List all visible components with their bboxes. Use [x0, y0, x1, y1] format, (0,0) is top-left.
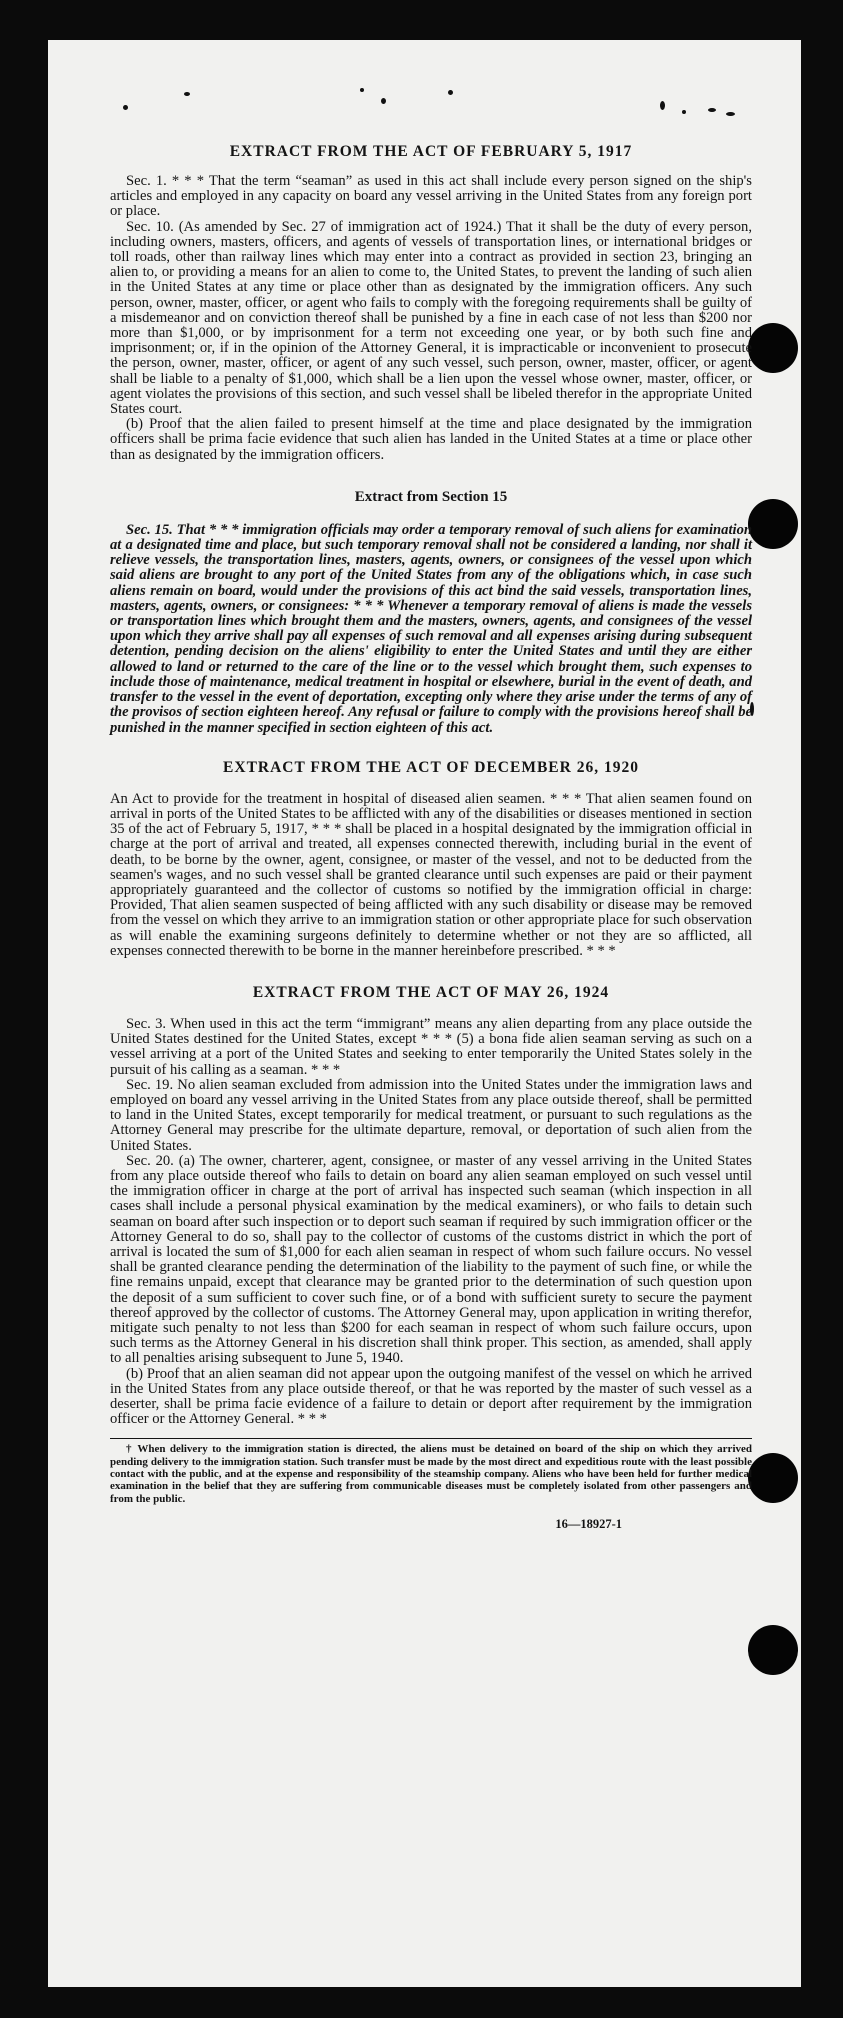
scan-speck	[682, 110, 686, 114]
scan-speck	[726, 112, 735, 116]
punch-hole	[748, 323, 798, 373]
paragraph: Sec. 19. No alien seaman excluded from admission into the United States under the immigration laws and employed on board any vessel arriving in the United States from any place outside thereof, shall be permitted to land in the United States, except temporarily for medical treatment, or pursuant to such regulations as the Attorney General may prescribe for the ultimate departure, removal, or deportation of such alien from the United States.	[110, 1076, 752, 1154]
section-heading-section-15: Extract from Section 15	[354, 488, 508, 505]
document-page	[48, 40, 801, 1987]
scan-speck	[184, 92, 190, 96]
form-code: 16—18927-1	[555, 1516, 622, 1531]
footnote-divider	[110, 1438, 752, 1439]
paragraph: Sec. 3. When used in this act the term “immigrant” means any alien departing from any place outside the United States destined for the United States, except * * * (5) a bona fide alien seaman serving as such on a vessel arriving at a port of the United States and seeking to enter temporarily the United States solely in the pursuit of his calling as a seaman. * * *	[110, 1015, 752, 1078]
scan-speck	[660, 101, 665, 110]
paragraph: Sec. 20. (a) The owner, charterer, agent, consignee, or master of any vessel arriving in the United States from any place outside thereof who fails to detain on board any alien seaman employed on such vessel until the immigration officer in charge at the port of arrival has inspected such seaman (which inspection in all cases shall include a personal physical examination by the medical examiners), or who fails to detain such seaman on board after such inspection or to deport such seaman if required by such immigration officer or the Attorney General to do so, shall pay to the collector of customs of the customs district in which the port of arrival is located the sum of $1,000 for each alien seaman in respect of whom such failure occurs. No vessel shall be granted clearance pending the determination of the liability to the payment of such fine, or while the fine remains unpaid, except that clearance may be granted prior to the determination of such question upon the deposit of a sum sufficient to cover such fine, or of a bond with sufficient surety to secure the payment thereof approved by the collector of customs. The Attorney General may, upon application in writing therefor, mitigate such penalty to not less than $200 for each seaman in respect of whom such failure occurs, upon such terms as the Attorney General in his discretion shall think proper. This section, as amended, shall apply to all penalties arising subsequent to June 5, 1940.	[110, 1152, 752, 1367]
paragraph: Sec. 10. (As amended by Sec. 27 of immigration act of 1924.) That it shall be the duty of every person, including owners, masters, officers, and agents of vessels of transportation lines, or international bridges or toll roads, other than railway lines which may enter into a contract as provided in section 23, bringing an alien to, or providing a means for an alien to come to, the United States, to prevent the landing of such alien in the United States at any time or place other than as designated by the immigration officers. Any such person, owner, master, officer, or agent who fails to comply with the foregoing requirements shall be guilty of a misdemeanor and on conviction thereof shall be punished by a fine in each case of not less than $200 nor more than $1,000, or by imprisonment for a term not exceeding one year, or by both such fine and imprisonment; or, if in the opinion of the Attorney General, it is impracticable or inconvenient to prosecute the person, owner, master, officer, or agent of any such vessel, such person, owner, master, officer, or agent shall be liable to a penalty of $1,000, which shall be a lien upon the vessel whose owner, master, officer, or agent violates the provisions of this section, and such vessel shall be libeled therefor in the appropriate United States court.	[110, 218, 752, 418]
scan-speck	[381, 98, 386, 104]
punch-hole	[748, 1453, 798, 1503]
section-heading-act-1924: EXTRACT FROM THE ACT OF MAY 26, 1924	[252, 983, 610, 1001]
paragraph: An Act to provide for the treatment in hospital of diseased alien seamen. * * * That alien seamen found on arrival in ports of the United States to be afflicted with any of the disabilities or diseases mentioned in section 35 of the act of February 5, 1917, * * * shall be placed in a hospital designated by the immigration official in charge at the port of arrival and treated, all expenses connected therewith, including burial in the event of death, to be borne by the owner, agent, consignee, or master of the vessel, and not to be deducted from the seamen's wages, and no such vessel shall be granted clearance until such expenses are paid or their payment appropriately guaranteed and the collector of customs so notified by the immigration official in charge: Provided, That alien seamen suspected of being afflicted with any such disability or disease may be removed from the vessel on which they arrive to an immigration station or other appropriate place for such observation as will enable the examining surgeons definitely to determine whether or not they are so afflicted, all expenses connected therewith to be borne in the manner hereinbefore prescribed. * * *	[110, 790, 752, 959]
punch-hole	[748, 499, 798, 549]
scan-speck	[123, 105, 128, 110]
paragraph: Sec. 1. * * * That the term “seaman” as used in this act shall include every person signed on the ship's articles and employed in any capacity on board any vessel arriving in the United States from any foreign port or place.	[110, 173, 752, 220]
punch-hole	[748, 1625, 798, 1675]
section-heading-act-1920: EXTRACT FROM THE ACT OF DECEMBER 26, 1920	[223, 758, 639, 776]
scan-speck	[448, 90, 453, 95]
section-heading-act-1917: EXTRACT FROM THE ACT OF FEBRUARY 5, 1917	[229, 143, 633, 160]
paragraph: Sec. 15. That * * * immigration officials may order a temporary removal of such aliens for examination at a designated time and place, but such temporary removal shall not be considered a landing, nor shall it relieve vessels, the transportation lines, masters, agents, owners, or consignees of the vessel upon which said aliens are brought to any port of the United States from any of the obligations which, in case such aliens remain on board, would under the provisions of this act bind the said vessels, transportation lines, masters, agents, owners, or consignees: * * * Whenever a temporary removal of aliens is made the vessels or transportation lines which brought them and the masters, owners, agents, and consignees of the vessel upon which they arrive shall pay all expenses of such removal and all expenses arising during subsequent detention, pending decision on the aliens' eligibility to enter the United States and until they are either allowed to land or returned to the care of the line or to the vessel which brought them, such expenses to include those of maintenance, medical treatment in hospital or elsewhere, burial in the event of death, and transfer to the vessel in the event of deportation, excepting only where they arise under the terms of any of the provisos of section eighteen hereof. Any refusal or failure to comply with the provisions hereof shall be punished in the manner specified in section eighteen of this act.	[110, 521, 752, 736]
scan-speck	[360, 88, 364, 92]
footnote: † When delivery to the immigration station is directed, the aliens must be detained on board of the ship on which they arrived pending delivery to the immigration station. Such transfer must be made by the most direct and expeditious route with the least possible contact with the public, and at the expense and responsibility of the steamship company. Aliens who have been held for further medical examination in the belief that they are suffering from communicable diseases must be completely isolated from other passengers and from the public.	[110, 1443, 752, 1505]
scan-speck	[708, 108, 716, 112]
paragraph: (b) Proof that the alien failed to present himself at the time and place designated by the immigration officers shall be prima facie evidence that such alien has landed in the United States at a time or place other than as designated by the immigration officers.	[110, 416, 752, 463]
paragraph: (b) Proof that an alien seaman did not appear upon the outgoing manifest of the vessel on which he arrived in the United States from any place outside thereof, or that he was reported by the master of such vessel as a deserter, shall be prima facie evidence of a failure to detain or deport after requirement by the immigration officer or the Attorney General. * * *	[110, 1365, 752, 1428]
document-body	[110, 138, 752, 1531]
